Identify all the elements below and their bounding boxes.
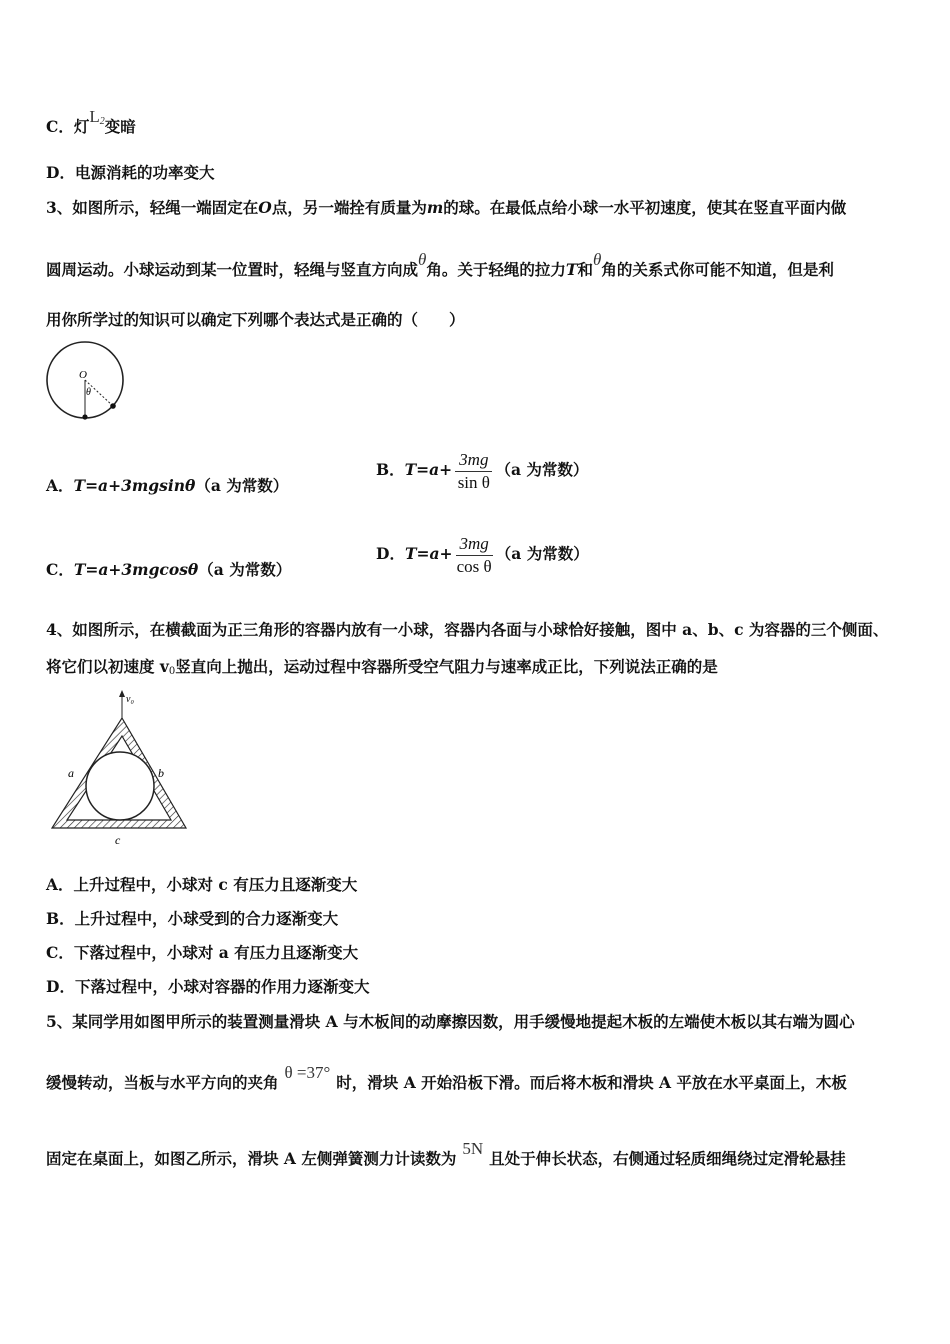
q4-triangle-figure (44, 688, 204, 848)
side-c-label: c (115, 833, 121, 847)
small-ball (86, 752, 154, 820)
side-b-label: b (158, 766, 164, 780)
q4-stem-line1: 4、如图所示，在横截面为正三角形的容器内放有一小球，容器内各面与小球恰好接触，图中 a、b、c 为容器的三个侧面、 (46, 620, 889, 639)
q3-option-d: D．T=a+ $\frac{3mg}{\text{cos θ}}$ （a 为常数） (376, 534, 589, 576)
lamp-symbol: $L_2$ (89, 107, 105, 127)
ball (110, 403, 116, 409)
q3-option-a: A．T=a+3mgsinθ（a 为常数） (46, 476, 289, 495)
q3-option-c: C．T=a+3mgcosθ（a 为常数） (46, 560, 292, 579)
q4-stem-line2: 将它们以初速度 $v_0$竖直向上抛出，运动过程中容器所受空气阻力与速率成正比，下列说法正确的是 (46, 657, 718, 677)
q4-option-d: D．下落过程中，小球对容器的作用力逐渐变大 (46, 977, 370, 996)
v0-label: v₀ (126, 694, 134, 705)
q4-option-c: C．下落过程中，小球对 a 有压力且逐渐变大 (46, 943, 359, 962)
q3-stem-line3: 用你所学过的知识可以确定下列哪个表达式是正确的（ ） (46, 310, 465, 329)
q2-option-d: D．电源消耗的功率变大 (46, 163, 215, 182)
q4-option-a: A．上升过程中，小球对 c 有压力且逐渐变大 (46, 875, 358, 894)
q3-option-b: B．T=a+ $\frac{3mg}{\text{sin θ}}$ （a 为常数） (376, 450, 589, 492)
ball-bottom (82, 414, 87, 419)
q3-stem-line1: 3、如图所示，轻绳一端固定在O点，另一端拴有质量为m的球。在最低点给小球一水平初速度，使其在竖直平面内做 (46, 198, 847, 217)
q5-stem-line2: 缓慢转动，当板与水平方向的夹角θ =37°时，滑块 A 开始沿板下滑。而后将木板和滑块 A 平放在水平桌面上，木板 (46, 1063, 847, 1092)
q5-stem-line3: 固定在桌面上，如图乙所示，滑块 A 左侧弹簧测力计读数为5N且处于伸长状态，右侧通过轻质细绳绕过定滑轮悬挂 (46, 1139, 846, 1168)
fraction-d: $\frac{3mg}{\text{cos θ}}$ (456, 534, 492, 576)
q3-circle-figure (40, 340, 130, 425)
q2-option-c: C．灯$L_2$变暗 (46, 107, 136, 136)
center-label: O (79, 369, 87, 381)
arrow-head (119, 690, 125, 697)
side-a-label: a (68, 766, 74, 780)
angle-label: θ (86, 387, 91, 398)
q4-option-b: B．上升过程中，小球受到的合力逐渐变大 (46, 909, 339, 928)
fraction-b: $\frac{3mg}{\text{sin θ}}$ (455, 450, 492, 492)
q5-stem-line1: 5、某同学用如图甲所示的装置测量滑块 A 与木板间的动摩擦因数，用手缓慢地提起木板的左端使木板以其右端为圆心 (46, 1012, 855, 1031)
q3-stem-line2: 圆周运动。小球运动到某一位置时，轻绳与竖直方向成θ角。关于轻绳的拉力T和θ角的关系式你可能不知道，但是利 (46, 250, 834, 279)
